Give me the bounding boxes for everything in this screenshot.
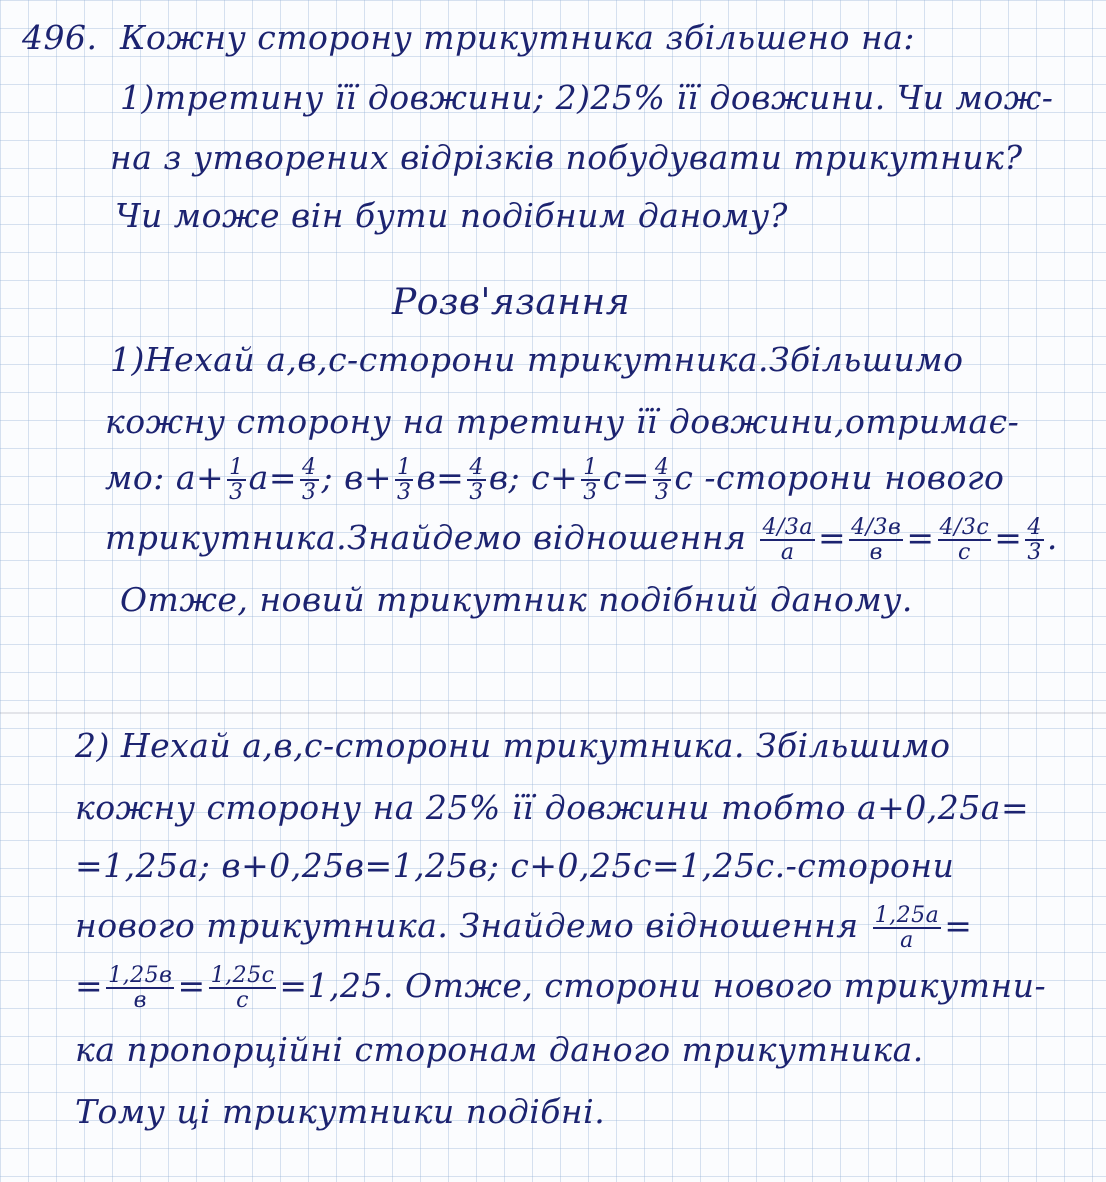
text-segment: нового трикутника. Знайдемо відношення (75, 906, 859, 946)
text-segment: a= (248, 458, 297, 498)
problem-line-1: Кожну сторону трикутника збільшено на: (120, 18, 916, 57)
numerator: 4 (654, 455, 670, 480)
fraction (653, 456, 672, 504)
fraction (106, 964, 174, 1012)
section-divider (0, 712, 1106, 714)
fraction (873, 904, 942, 952)
denominator: 3 (583, 480, 598, 506)
fraction (395, 456, 414, 504)
text-segment: = (177, 966, 206, 1006)
denominator: a (900, 928, 914, 954)
part2-line-1: 2) Нехай a,в,c-сторони трикутника. Збільшимо (75, 726, 951, 765)
part2-line-2: кожну сторону на 25% її довжини тобто a+0,25a= (75, 788, 1030, 827)
denominator: 3 (396, 480, 412, 506)
fraction (938, 516, 992, 564)
text-segment: в= (416, 458, 465, 498)
numerator: 1,25a (874, 903, 940, 928)
denominator: a (780, 540, 795, 566)
part2-line-4 (75, 904, 972, 952)
numerator: 1,25в (108, 963, 173, 988)
numerator: 1 (396, 455, 412, 480)
denominator: в (133, 988, 147, 1014)
numerator: 1,25c (210, 963, 275, 988)
text-segment: =1,25. Отже, сторони нового трикутни- (279, 966, 1047, 1006)
part1-line-3 (105, 456, 1004, 504)
fraction (467, 456, 486, 504)
part2-line-3: =1,25a; в+0,25в=1,25в; c+0,25c=1,25c.-сторони (75, 846, 955, 885)
numerator: 1 (583, 455, 598, 480)
text-segment: = (75, 966, 104, 1006)
problem-line-4: Чи може він бути подібним даному? (115, 196, 788, 235)
text-segment: в; c+ (488, 458, 579, 498)
numerator: 4/3c (939, 515, 990, 540)
part1-line-4 (105, 516, 1058, 564)
numerator: 4 (469, 455, 484, 480)
fraction (760, 516, 815, 564)
denominator: в (869, 540, 883, 566)
denominator: 3 (469, 480, 484, 506)
fraction (227, 456, 246, 504)
denominator: 3 (302, 480, 317, 506)
text-segment: . (1046, 518, 1058, 558)
text-segment: = (817, 518, 847, 558)
text-segment: = (906, 518, 935, 558)
fraction (849, 516, 903, 564)
fraction (1025, 516, 1044, 564)
denominator: 3 (1027, 540, 1042, 566)
denominator: c (236, 988, 249, 1014)
fraction (300, 456, 319, 504)
denominator: c (957, 540, 971, 566)
part1-line-5: Отже, новий трикутник подібний даному. (120, 580, 913, 619)
text-segment: c= (602, 458, 650, 498)
part1-line-2: кожну сторону на третину її довжини,отримає- (105, 402, 1020, 441)
text-segment: = (994, 518, 1023, 558)
text-segment: c -сторони нового (674, 458, 1005, 498)
problem-number: 496. (22, 18, 98, 57)
numerator: 4 (1027, 515, 1042, 540)
text-segment: = (944, 906, 973, 946)
numerator: 4/3a (762, 515, 813, 540)
numerator: 4/3в (851, 515, 902, 540)
numerator: 1 (229, 455, 244, 480)
denominator: 3 (654, 480, 670, 506)
solution-title: Розв'язання (392, 282, 631, 323)
numerator: 4 (302, 455, 317, 480)
text-segment: мо: a+ (105, 458, 225, 498)
part2-line-7: Тому ці трикутники подібні. (75, 1092, 606, 1131)
denominator: 3 (229, 480, 244, 506)
problem-line-2: 1)третину її довжини; 2)25% її довжини. Чи мож- (120, 78, 1054, 117)
problem-line-3: на з утворених відрізків побудувати трикутник? (110, 138, 1023, 177)
part1-line-1: 1)Нехай a,в,c-сторони трикутника.Збільшимо (110, 340, 964, 379)
part2-line-5 (75, 964, 1046, 1012)
part2-line-6: ка пропорційні сторонам даного трикутника. (75, 1030, 924, 1069)
fraction (581, 456, 600, 504)
text-segment: ; в+ (321, 458, 392, 498)
text-segment: трикутника.Знайдемо відношення (105, 518, 747, 558)
fraction (209, 964, 277, 1012)
